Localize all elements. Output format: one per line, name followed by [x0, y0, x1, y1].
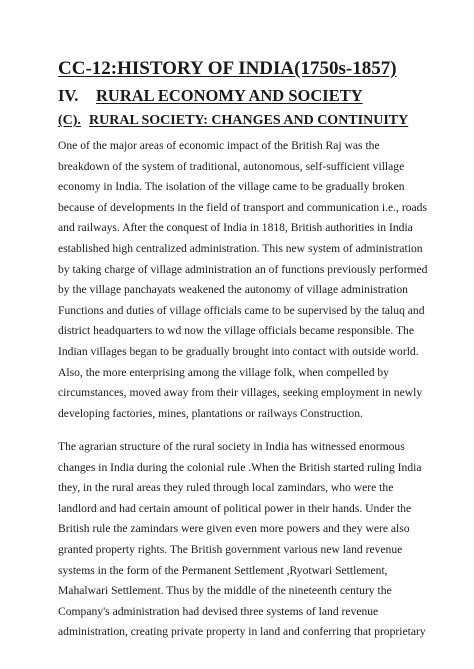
paragraph-line: Mahalwari Settlement. Thus by the middle of the nineteenth century the: [58, 584, 392, 598]
subsection-title: RURAL SOCIETY: CHANGES AND CONTINUITY: [89, 113, 409, 128]
paragraph-line: The agrarian structure of the rural society in India has witnessed enormous: [58, 440, 405, 453]
paragraph-line: established high centralized administration. This new system of administration: [58, 241, 423, 255]
paragraph-line: One of the major areas of economic impact of the British Raj was the: [58, 139, 380, 152]
paragraph-line: landlord and had certain amount of political power in their hands. Under the: [58, 501, 412, 515]
paragraph-2: [58, 437, 426, 643]
paragraph-line: administration, creating private property in land and conferring that proprietary: [58, 625, 426, 639]
paragraph-line: circumstances, moved away from their villages, seeking employment in newly: [58, 386, 423, 400]
paragraph-line: changes in India during the colonial rule .When the British started ruling India: [58, 460, 422, 474]
paragraph-line: by the village panchayats weakened the autonomy of village administration: [58, 283, 408, 297]
document-title: CC-12:HISTORY OF INDIA(1750s-1857): [58, 58, 397, 79]
paragraph-line: British rule the zamindars were given even more powers and they were also: [58, 522, 410, 536]
paragraph-line: granted property rights. The British government various new land revenue: [58, 542, 403, 556]
paragraph-line: district headquarters to wd now the village officials became responsible. The: [58, 324, 414, 338]
section-title: RURAL ECONOMY AND SOCIETY: [96, 86, 363, 105]
subsection-heading: [58, 113, 408, 129]
paragraph-line: Company's administration had devised three systems of land revenue: [58, 604, 379, 618]
paragraph-line: Functions and duties of village officials came to be supervised by the taluq and: [58, 303, 425, 317]
paragraph-line: and railways. After the conquest of India in 1818, British authorities in India: [58, 221, 413, 235]
paragraph-line: by taking charge of village administration an of functions previously performed: [58, 262, 428, 276]
paragraph-line: because of developments in the field of transport and communication i.e., roads: [58, 200, 427, 214]
section-number: IV.: [58, 86, 79, 105]
paragraph-line: Indian villages began to be gradually brought into contact with outside world.: [58, 344, 419, 358]
paragraph-line: they, in the rural areas they ruled through local zamindars, who were the: [58, 481, 394, 495]
subsection-label: (C).: [58, 113, 81, 128]
paragraph-line: systems in the form of the Permanent Settlement ,Ryotwari Settlement,: [58, 563, 388, 577]
paragraph-line: economy in India. The isolation of the village came to be gradually broken: [58, 180, 405, 194]
section-heading: [58, 86, 363, 106]
paragraph-line: developing factories, mines, plantations or railways Construction.: [58, 406, 363, 420]
paragraph-1: [58, 136, 427, 424]
paragraph-line: Also, the more enterprising among the village folk, when compelled by: [58, 365, 389, 379]
paragraph-line: breakdown of the system of traditional, autonomous, self-sufficient village: [58, 159, 405, 173]
